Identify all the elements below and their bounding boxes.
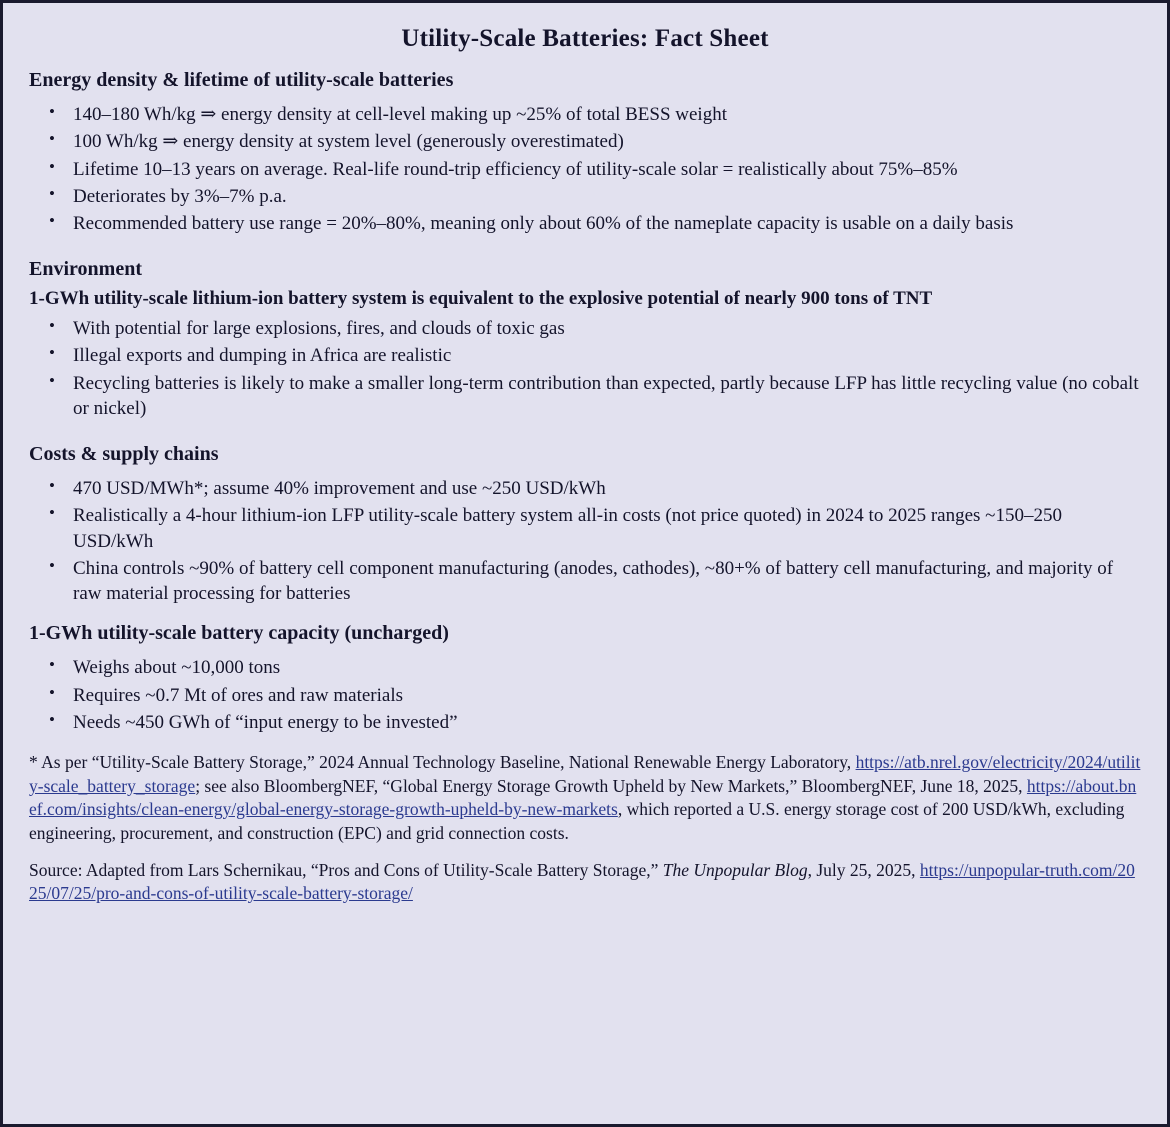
list-item: • Realistically a 4-hour lithium-ion LFP utility-scale battery system all-in costs (not price quoted) in 2024 to 2025 ranges ~150–250 USD/kWh — [29, 503, 1141, 554]
footnote — [29, 751, 1141, 845]
list-item: • 140–180 Wh/kg ⇒ energy density at cell-level making up ~25% of total BESS weight — [29, 102, 1141, 127]
bullet-list-environment — [29, 316, 1141, 421]
bullet-list-capacity — [29, 655, 1141, 735]
source-text-part-1: Source: Adapted from Lars Schernikau, “Pros and Cons of Utility-Scale Battery Storage,” — [29, 859, 663, 880]
list-item: • 100 Wh/kg ⇒ energy density at system level (generously overestimated) — [29, 129, 1141, 154]
list-item: • Illegal exports and dumping in Africa are realistic — [29, 343, 1141, 368]
list-item: • China controls ~90% of battery cell component manufacturing (anodes, cathodes), ~80+% of battery cell manufacturing, and majority of raw material processing for batteries — [29, 556, 1141, 607]
footnote-text-part-1: * As per “Utility-Scale Battery Storage,” 2024 Annual Technology Baseline, National Renewable Energy Laboratory, — [29, 752, 856, 773]
bullet-list-energy-density — [29, 102, 1141, 236]
footnote-link-bnef[interactable]: https://about.bnef.com/insights/clean-energy/global-energy-storage-growth-upheld-by-new-markets — [29, 775, 1137, 820]
section-heading-environment: Environment — [29, 258, 142, 281]
list-item: • Deteriorates by 3%–7% p.a. — [29, 184, 1141, 209]
source-line — [29, 859, 1141, 906]
list-item: • Recycling batteries is likely to make a smaller long-term contribution than expected, partly because LFP has little recycling value (no cobalt or nickel) — [29, 371, 1141, 422]
list-item: • 470 USD/MWh*; assume 40% improvement and use ~250 USD/kWh — [29, 476, 1141, 501]
bullet-list-costs — [29, 476, 1141, 606]
footnote-text-part-3: , which reported a U.S. energy storage cost of 200 USD/kWh, excluding engineering, procurement, and construction (EPC) and grid connection costs. — [29, 799, 1125, 843]
section-heading-energy-density: Energy density & lifetime of utility-scale batteries — [29, 69, 454, 91]
list-item: • Lifetime 10–13 years on average. Real-life round-trip efficiency of utility-scale solar = realistically about 75%–85% — [29, 157, 1141, 182]
list-item: • Needs ~450 GWh of “input energy to be invested” — [29, 710, 1141, 735]
section-heading-battery-capacity: 1-GWh utility-scale battery capacity (uncharged) — [29, 622, 449, 645]
source-publication-name: The Unpopular Blog — [662, 859, 808, 880]
footnote-link-nrel[interactable]: https://atb.nrel.gov/electricity/2024/utility-scale_battery_storage — [29, 752, 1141, 796]
environment-lead-statement: 1-GWh utility-scale lithium-ion battery system is equivalent to the explosive potential of nearly 900 tons of TNT — [29, 288, 933, 310]
list-item: • Requires ~0.7 Mt of ores and raw materials — [29, 683, 1141, 708]
source-text-part-2: , July 25, 2025, — [807, 859, 920, 880]
page-title: Utility-Scale Batteries: Fact Sheet — [401, 25, 769, 52]
section-heading-costs-supply-chains: Costs & supply chains — [29, 443, 219, 466]
footnote-text-part-2: ; see also BloombergNEF, “Global Energy Storage Growth Upheld by New Markets,” BloombergNEF, June 18, 2025, — [195, 775, 1027, 796]
list-item: • Recommended battery use range = 20%–80%, meaning only about 60% of the nameplate capacity is usable on a daily basis — [29, 211, 1141, 236]
source-link-unpopular-truth[interactable]: https://unpopular-truth.com/2025/07/25/pro-and-cons-of-utility-scale-battery-storage/ — [29, 859, 1135, 904]
list-item: • Weighs about ~10,000 tons — [29, 655, 1141, 680]
list-item: • With potential for large explosions, fires, and clouds of toxic gas — [29, 316, 1141, 341]
